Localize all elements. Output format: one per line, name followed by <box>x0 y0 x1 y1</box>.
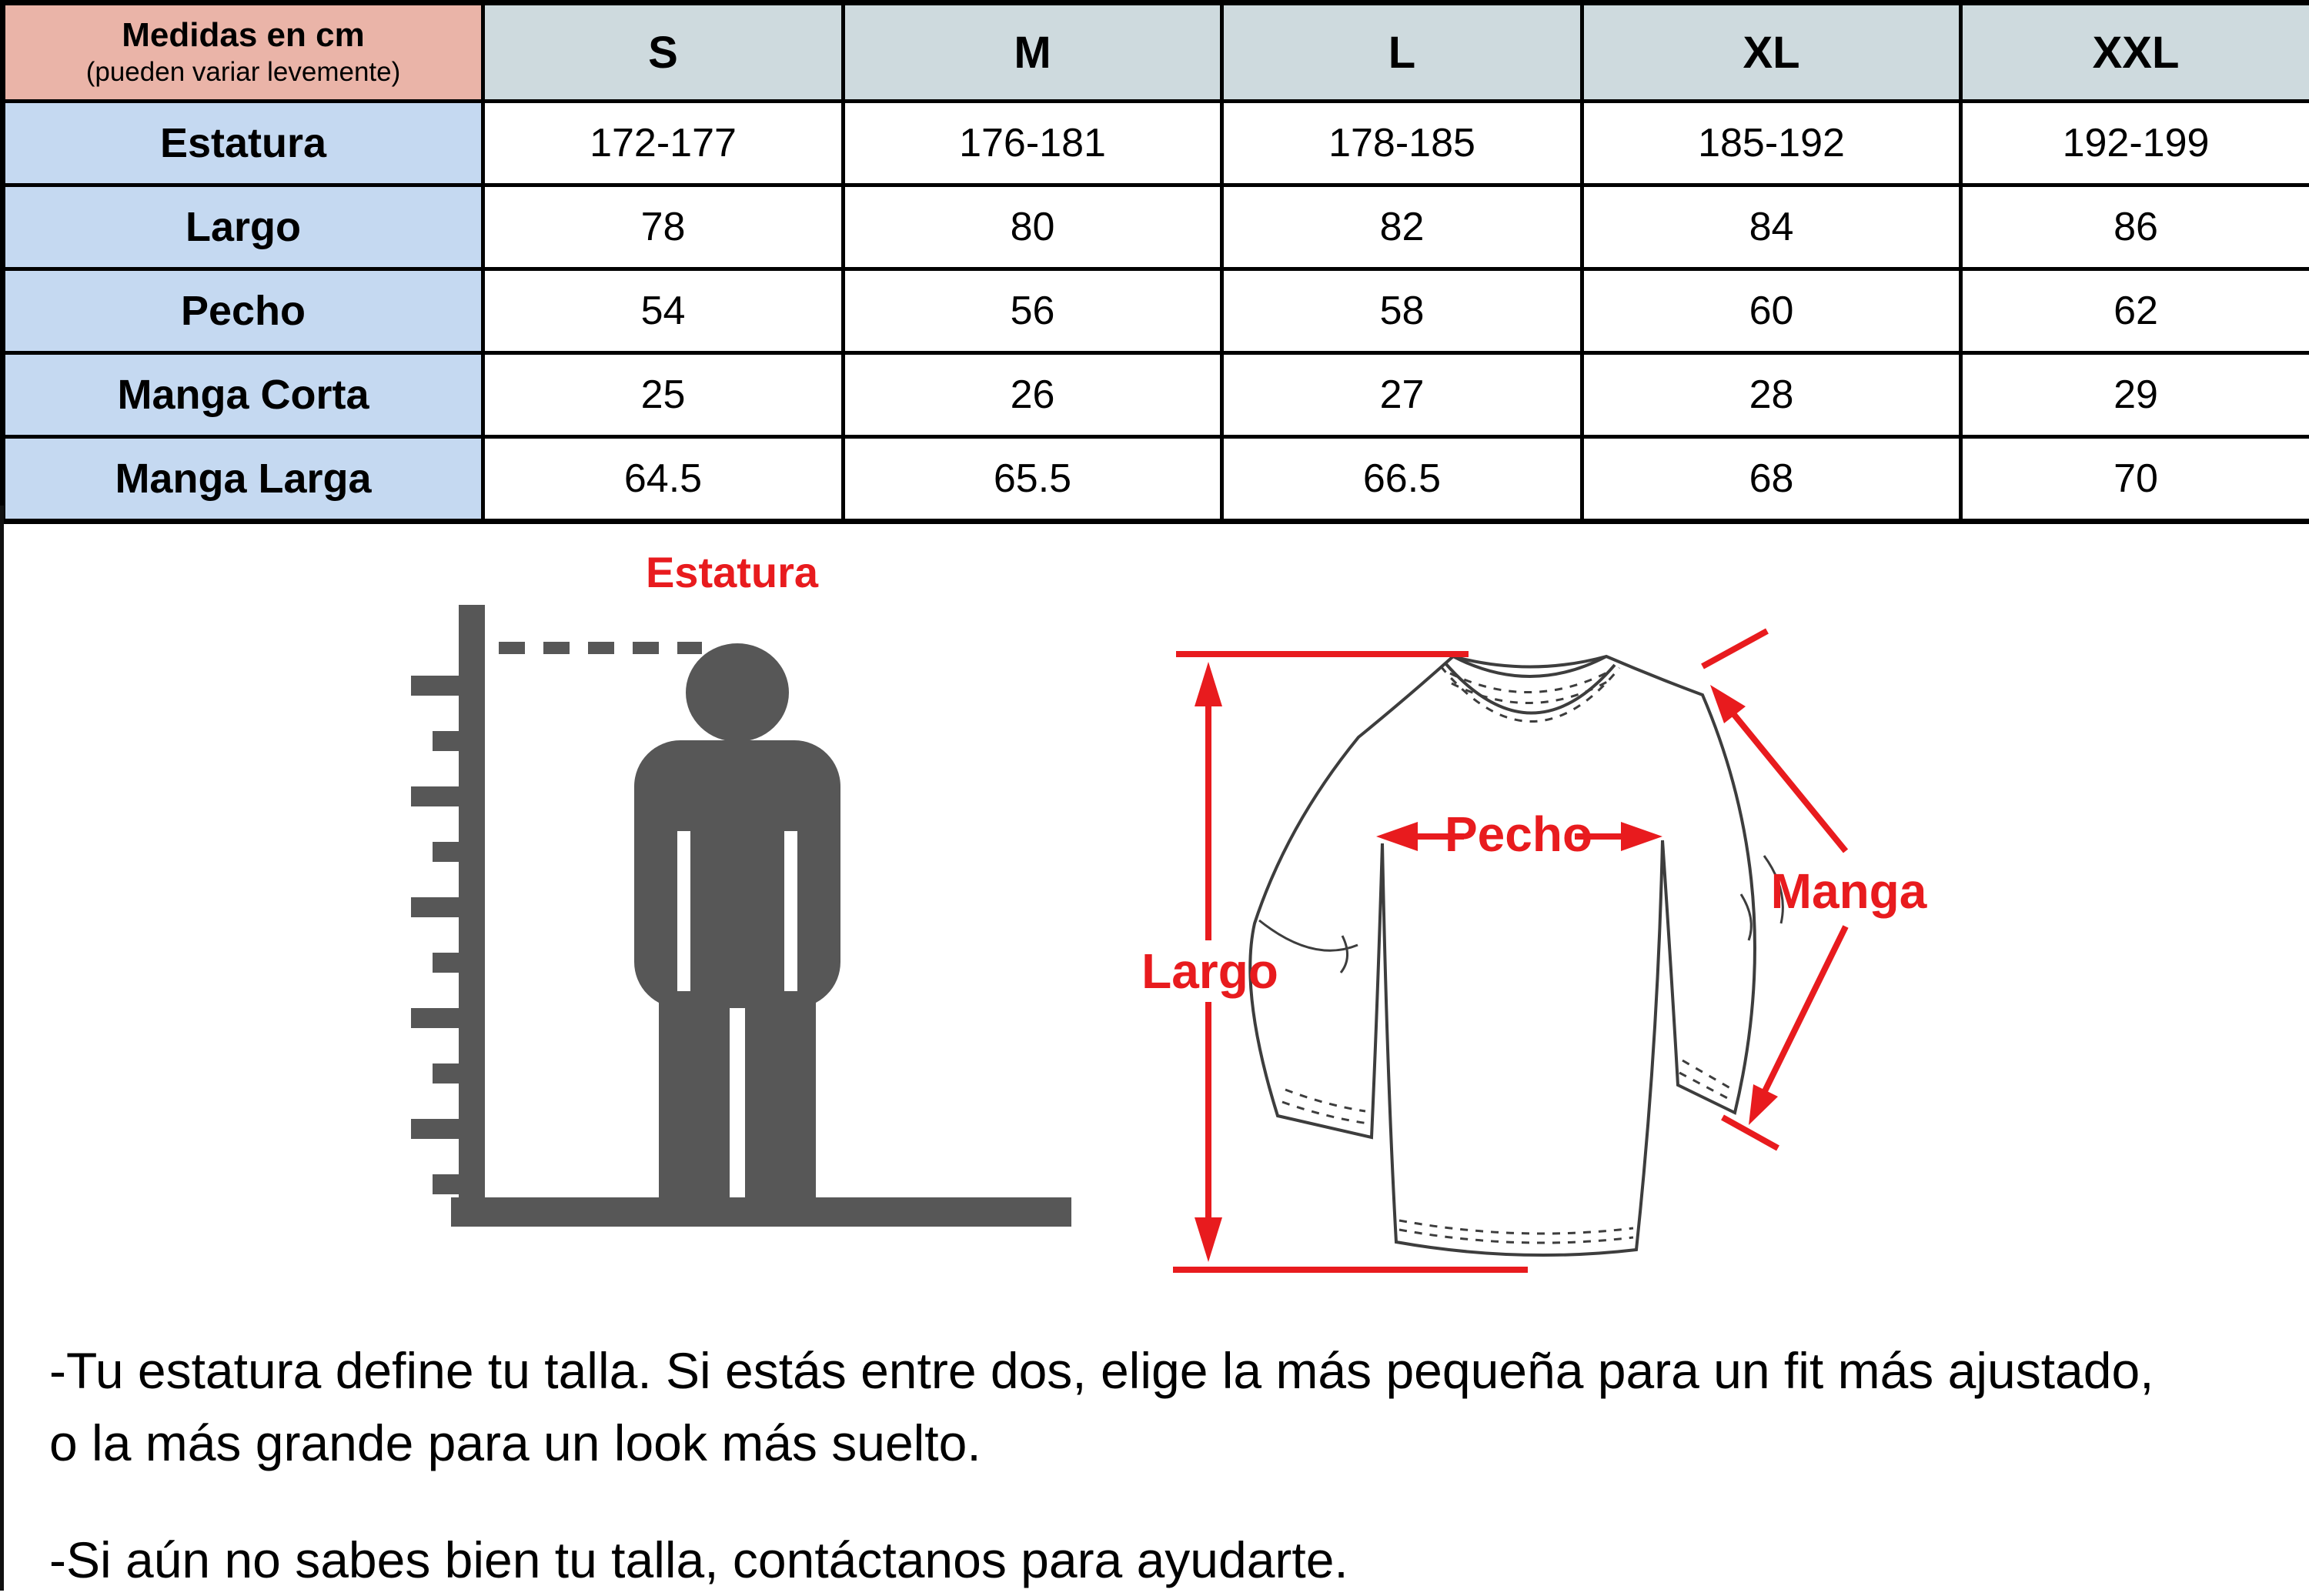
row-label: Pecho <box>3 269 483 353</box>
manga-diagram-label: Manga <box>1771 863 1927 919</box>
note-paragraph-1 <box>49 1334 2281 1479</box>
ruler-tick <box>433 953 459 973</box>
size-column-header-xl: XL <box>1582 3 1961 102</box>
pecho-diagram-label: Pecho <box>1445 806 1592 862</box>
size-value-cell: 84 <box>1582 185 1961 269</box>
size-value-cell: 64.5 <box>483 437 844 522</box>
ruler-tick <box>411 786 459 806</box>
row-label: Manga Larga <box>3 437 483 522</box>
note-paragraph-2: -Si aún no sabes bien tu talla, contáctanos para ayudarte. <box>49 1524 2281 1596</box>
row-label: Manga Corta <box>3 353 483 437</box>
size-value-cell: 62 <box>1961 269 2309 353</box>
note-line-2: o la más grande para un look más suelto. <box>49 1414 981 1471</box>
size-value-cell: 70 <box>1961 437 2309 522</box>
estatura-diagram-label: Estatura <box>646 548 819 596</box>
size-value-cell: 176-181 <box>844 102 1222 185</box>
size-column-header-l: L <box>1222 3 1582 102</box>
size-value-cell: 82 <box>1222 185 1582 269</box>
size-value-cell: 178-185 <box>1222 102 1582 185</box>
note-line-1: -Tu estatura define tu talla. Si estás entre dos, elige la más pequeña para un fit más ajustado, <box>49 1342 2154 1399</box>
size-value-cell: 60 <box>1582 269 1961 353</box>
height-ruler-diagram <box>411 548 1071 1227</box>
size-value-cell: 27 <box>1222 353 1582 437</box>
ruler-tick <box>433 1174 459 1194</box>
size-column-header-s: S <box>483 3 844 102</box>
units-subtitle: (pueden variar levemente) <box>5 55 481 89</box>
ruler-tick <box>433 731 459 751</box>
largo-diagram-label: Largo <box>1141 943 1278 999</box>
size-value-cell: 28 <box>1582 353 1961 437</box>
size-column-header-m: M <box>844 3 1222 102</box>
row-label: Estatura <box>3 102 483 185</box>
size-value-cell: 58 <box>1222 269 1582 353</box>
ruler-tick <box>411 1119 459 1139</box>
size-value-cell: 78 <box>483 185 844 269</box>
ruler-tick <box>433 842 459 862</box>
size-value-cell: 25 <box>483 353 844 437</box>
sizing-notes <box>49 1334 2281 1596</box>
ruler-tick <box>411 676 459 696</box>
ruler-tick <box>411 1008 459 1028</box>
size-value-cell: 172-177 <box>483 102 844 185</box>
ruler-tick <box>433 1063 459 1083</box>
size-value-cell: 54 <box>483 269 844 353</box>
shirt-diagram <box>1141 631 1927 1270</box>
ruler-bar <box>459 605 485 1225</box>
shirt-outline <box>1250 656 1783 1255</box>
size-value-cell: 185-192 <box>1582 102 1961 185</box>
size-value-cell: 192-199 <box>1961 102 2309 185</box>
size-value-cell: 68 <box>1582 437 1961 522</box>
size-value-cell: 66.5 <box>1222 437 1582 522</box>
size-column-header-xxl: XXL <box>1961 3 2309 102</box>
size-value-cell: 65.5 <box>844 437 1222 522</box>
size-value-cell: 86 <box>1961 185 2309 269</box>
ruler-tick <box>411 897 459 917</box>
size-value-cell: 29 <box>1961 353 2309 437</box>
size-value-cell: 26 <box>844 353 1222 437</box>
units-title: Medidas en cm <box>5 15 481 55</box>
row-label: Largo <box>3 185 483 269</box>
person-silhouette-icon <box>634 643 840 1204</box>
floor-bar <box>451 1197 1071 1227</box>
size-value-cell: 56 <box>844 269 1222 353</box>
size-value-cell: 80 <box>844 185 1222 269</box>
